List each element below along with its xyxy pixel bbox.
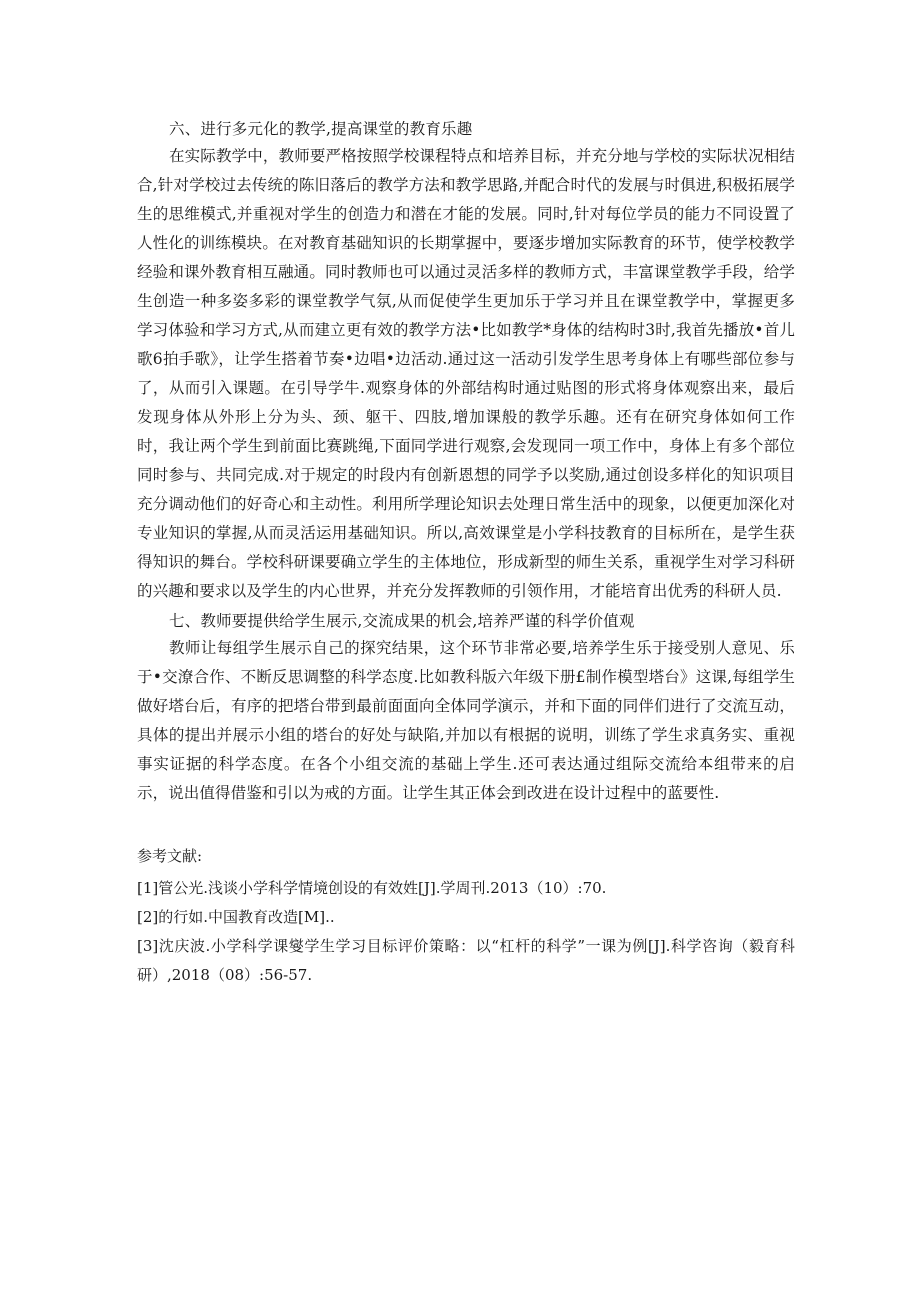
reference-item: [3]沈庆波.小学科学课燮学生学习目标评价策略：以“杠杆的科学”一课为例[J].科学咨询（毅育科研）,2018（08）:56-57. (137, 937, 795, 984)
section-7-paragraph: 教师让每组学生展示自己的探究结果，这个环节非常必要,培养学生乐于接受别人意见、乐于•交潦合作、不断反思调整的科学态度.比如教科版六年级下册£制作模型塔台》这课,每组学生做好塔台后，有序的把塔台带到最前面面向全体同学演示，并和下面的同伴们进行了交流互动，具体的提出并展示小组的塔台的好处与缺陷,并加以有根据的说明，训练了学生求真务实、重视事实证据的科学态度。在各个小组交流的基础上学生.还可表达通过组际交流给本组带来的启示，说出值得借鉴和引以为戒的方面。让学生其正体会到改进在设计过程中的蓝要性. (137, 639, 795, 802)
section-7-heading: 七、教师要提供给学生展示,交流成果的机会,培养严谨的科学价值观 (169, 612, 635, 630)
references-section (137, 842, 795, 990)
section-6-heading: 六、进行多元化的教学,提高课堂的教育乐趣 (169, 120, 473, 138)
references-title: 参考文献: (137, 847, 203, 865)
reference-item: [2]的行如.中国教育改造[M].. (137, 908, 335, 926)
document-body (137, 116, 795, 990)
section-6-paragraph: 在实际教学中，教师要严格按照学校课程特点和培养目标，并充分地与学校的实际状况相结合,针对学校过去传统的陈旧落后的教学方法和教学思路,并配合时代的发展与时俱进,积极拓展学生的思维模式,并重视对学生的创造力和潜在才能的发展。同时,针对每位学员的能力不同设置了人性化的训练模块。在对教育基础知识的长期掌握中，要逐步增加实际教育的环节，使学校教学经验和课外教育相互融通。同时教师也可以通过灵活多样的教师方式，丰富课堂教学手段，给学生创造一种多姿多彩的课堂教学气氛,从而促使学生更加乐于学习并且在课堂教学中，掌握更多学习体验和学习方式,从而建立更有效的教学方法•比如教学*身体的结构时3时,我首先播放•首儿歌6拍手歌》，让学生搭着节奏•边唱•边活动.通过这一活动引发学生思考身体上有哪些部位参与了，从而引入课题。在引导学牛.观察身体的外部结构时通过贴图的形式将身体观察出来，最后发现身体从外形上分为头、颈、躯干、四肢,增加课般的教学乐趣。还有在研究身体如何工作时，我让两个学生到前面比赛跳绳,下面同学进行观察,会发现同一项工作中，身体上有多个部位同时参与、共同完成.对于规定的时段内有创新恩想的同学予以奖励,通过创设多样化的知识项目充分调动他们的好奇心和主动性。利用所学理论知识去处理日常生活中的现象，以便更加深化对专业知识的掌握,从而灵活运用基础知识。所以,高效课堂是小学科技教育的目标所在，是学生获得知识的舞台。学校科研课要确立学生的主体地位，形成新型的师生关系，重视学生对学习科研的兴趣和要求以及学生的内心世界，并充分发挥教师的引领作用，才能培育出优秀的科研人员. (137, 147, 795, 600)
reference-item: [1]管公光.浅谈小学科学情境创设的有效姓[J].学周刊.2013（10）:70. (137, 879, 607, 897)
